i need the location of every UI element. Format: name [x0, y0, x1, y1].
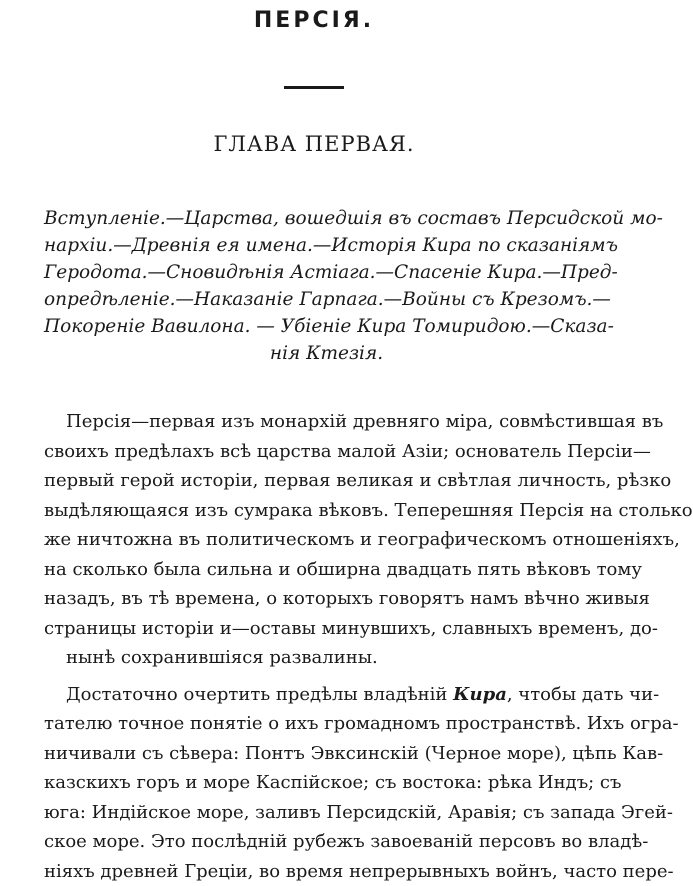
paragraph-line: своихъ предѣлахъ всѣ царства малой Азіи; основатель Персіи— — [44, 437, 609, 467]
text-span: Достаточно очертить предѣлы владѣній — [66, 684, 453, 705]
paragraph-line: назадъ, въ тѣ времена, о которыхъ говорятъ намъ вѣчно живыя — [44, 584, 609, 614]
summary-line: нархіи.—Древнія ея имена.—Исторія Кира по сказаніямъ — [44, 232, 609, 259]
paragraph-line: нынѣ сохранившіяся развалины. — [44, 643, 609, 673]
summary-line: Геродота.—Сновидѣнія Астіага.—Спасеніе Кира.—Пред- — [44, 259, 609, 286]
paragraph-line: же ничтожна въ политическомъ и географическомъ отношеніяхъ, — [44, 525, 609, 555]
paragraph-line: выдѣляющаяся изъ сумрака вѣковъ. Теперешняя Персія на столько — [44, 496, 609, 526]
summary-line: нія Ктезія. — [44, 340, 609, 367]
chapter-heading: ГЛАВА ПЕРВАЯ. — [0, 132, 628, 156]
paragraph-line — [44, 680, 609, 710]
paragraph-line: Персія—первая изъ монархій древняго міра, совмѣстившая въ — [44, 407, 609, 437]
summary-line: опредѣленіе.—Наказаніе Гарпага.—Войны съ Крезомъ.— — [44, 286, 609, 313]
chapter-summary — [44, 205, 609, 367]
text-span: , чтобы дать чи- — [507, 684, 659, 705]
page-title: ПЕРСІЯ. — [0, 8, 628, 33]
paragraph-line: ничивали съ сѣвера: Понтъ Эвксинскій (Черное море), цѣпь Кав- — [44, 739, 609, 769]
paragraph-line: юга: Индійское море, заливъ Персидскій, Аравія; съ запада Эгей- — [44, 798, 609, 828]
paragraph-line: страницы исторіи и—остaвы минувшихъ, славныхъ временъ, до- — [44, 614, 609, 644]
summary-line: Вступленіе.—Царства, вошедшія въ составъ Персидской мо- — [44, 205, 609, 232]
paragraph-line: ское море. Это послѣдній рубежъ завоеваній персовъ во владѣ- — [44, 827, 609, 857]
body-text — [44, 407, 609, 886]
emphasized-name: Кира — [453, 684, 507, 705]
paragraph-line: на сколько была сильна и обширна двадцать пять вѣковъ тому — [44, 555, 609, 585]
paragraph-line: ніяхъ древней Греціи, во время непрерывныхъ войнъ, часто пере- — [44, 857, 609, 886]
paragraph-line: первый герой исторіи, первая великая и свѣтлая личность, рѣзко — [44, 466, 609, 496]
title-divider — [284, 86, 344, 89]
summary-line: Покореніе Вавилона. — Убіеніе Кира Томиридою.—Сказа- — [44, 313, 609, 340]
paragraph-line: казскихъ горъ и море Каспійское; съ востока: рѣка Индъ; съ — [44, 768, 609, 798]
paragraph-line: тателю точное понятіе о ихъ громадномъ пространствѣ. Ихъ огра- — [44, 709, 609, 739]
